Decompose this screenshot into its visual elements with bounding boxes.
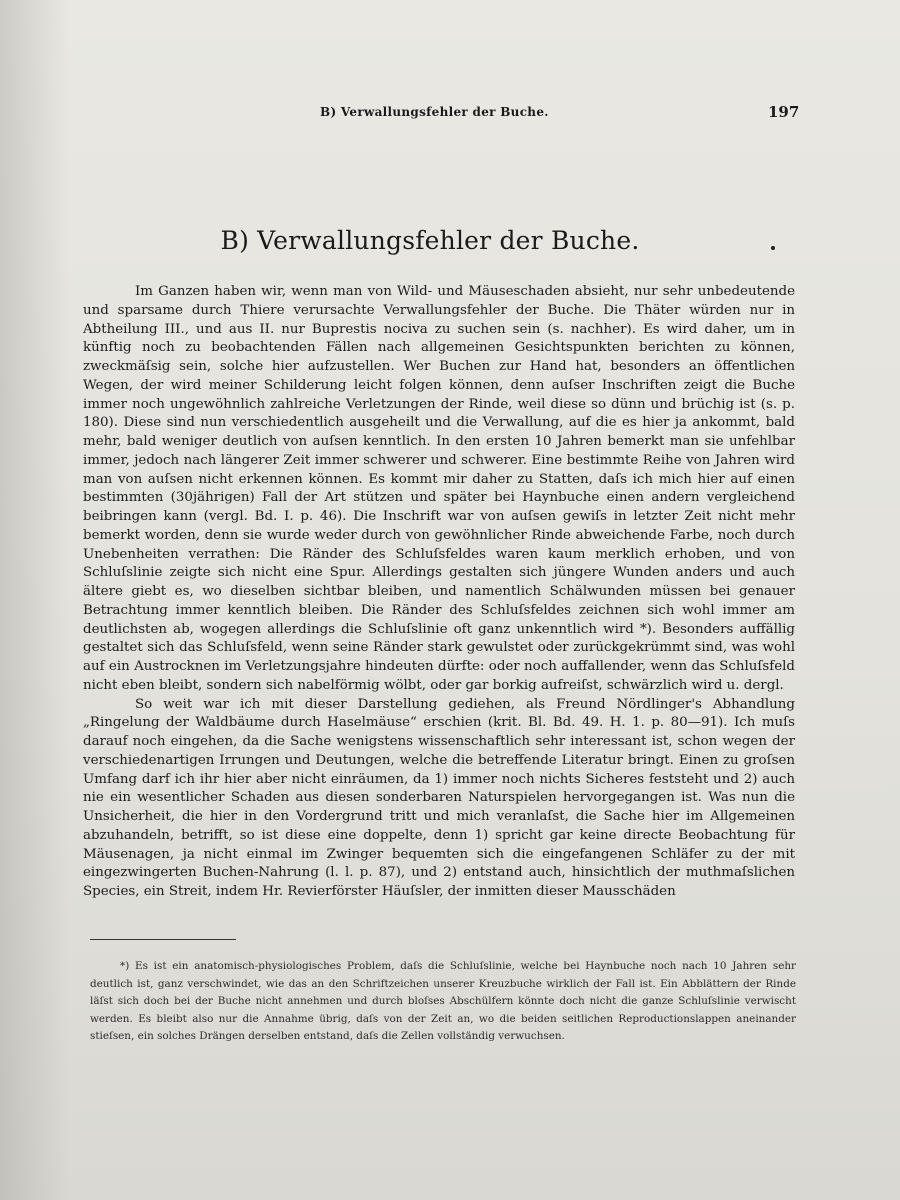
page-number: 197 <box>768 103 800 121</box>
running-head: B) Verwallungsfehler der Buche. <box>320 105 549 119</box>
footnote: *) Es ist ein anatomisch-physiologisches Problem, daſs die Schluſslinie, welche bei Haynbuche noch nach 10 Jahren sehr deutlich ist, ganz verschwindet, wie das an den Schriftzeichen unserer Kreuzbuche wirklich der Fall ist. Ein Abblättern der Rinde läſst sich doch bei der Buche nicht annehmen und durch bloſses Abschülfern könnte doch nicht die ganze Schluſslinie verwischt werden. Es bleibt also nur die Annahme übrig, daſs von der Zeit an, wo die beiden seitlichen Reproductionslappen aneinander stieſsen, ein solches Drängen derselben entstand, daſs die Zellen vollständig verwuchsen. <box>90 960 796 1042</box>
chapter-title-text: B) Verwallungsfehler der Buche. <box>220 226 640 255</box>
paragraph-2: So weit war ich mit dieser Darstellung gediehen, als Freund Nördlinger's Abhandlung „Ringelung der Waldbäume durch Haselmäuse“ erschien (krit. Bl. Bd. 49. H. 1. p. 80—91). Ich muſs darauf noch eingehen, da die Sache wenigstens wissenschaftlich sehr interessant ist, schon wegen der verschiedenartigen Irrungen und Deutungen, welche die betreffende Literatur bringt. Einen zu groſsen Umfang darf ich ihr hier aber nicht einräumen, da 1) immer noch nichts Sicheres feststeht und 2) auch nie ein wesentlicher Schaden aus diesen sonderbaren Naturspielen hervorgegangen ist. Was nun die Unsicherheit, die hier in den Vordergrund tritt und mich veranlaſst, die Sache hier im Allgemeinen abzuhandeln, betrifft, so ist diese eine doppelte, denn 1) spricht gar keine directe Beobachtung für Mäusenagen, ja nicht einmal im Zwinger bequemten sich die eingefangenen Schläfer zu der mit eingezwingerten Buchen-Nahrung (l. l. p. 87), und 2) entstand auch, hinsichtlich der muthmaſslichen Species, ein Streit, indem Hr. Revierförster Häuſsler, der inmitten dieser Mausschäden <box>83 696 795 899</box>
paragraph-1: Im Ganzen haben wir, wenn man von Wild- und Mäuseschaden absieht, nur sehr unbedeutende und sparsame durch Thiere verursachte Verwallungsfehler der Buche. Die Thäter würden nur in Abtheilung III., und aus II. nur Buprestis nociva zu suchen sein (s. nachher). Es wird daher, um in künftig noch zu beobachtenden Fällen nach allgemeinen Gesichtspunkten berichten zu können, zweckmäſsig sein, solche hier aufzustellen. Wer Buchen zur Hand hat, besonders an öffentlichen Wegen, der wird meiner Schilderung leicht folgen können, denn auſser Inschriften zeigt die Buche immer noch ungewöhnlich zahlreiche Verletzungen der Rinde, weil diese so dünn und brüchig ist (s. p. 180). Diese sind nun verschiedentlich ausgeheilt und die Verwallung, auf die es hier ja ankommt, bald mehr, bald weniger deutlich von auſsen kenntlich. In den ersten 10 Jahren bemerkt man sie unfehlbar immer, jedoch nach längerer Zeit immer schwerer und schwerer. Eine bestimmte Reihe von Jahren wird man von auſsen nicht erkennen können. Es kommt mir daher zu Statten, daſs ich mich hier auf einen bestimmten (30jährigen) Fall der Art stützen und später bei Haynbuche einen andern vergleichend beibringen kann (vergl. Bd. I. p. 46). Die Inschrift war von auſsen gewiſs in letzter Zeit nicht mehr bemerkt worden, denn sie wurde weder durch von gewöhnlicher Rinde abweichende Farbe, noch durch Unebenheiten verrathen: Die Ränder des Schluſsfeldes waren kaum merklich erhoben, und von Schluſslinie zeigte sich nicht eine Spur. Allerdings gestalten sich jüngere Wunden anders und auch ältere giebt es, wo dieselben sichtbar bleiben, und namentlich Schälwunden müssen bei genauer Betrachtung immer kenntlich bleiben. Die Ränder des Schluſsfeldes zeichnen sich wohl immer am deutlichsten ab, wogegen allerdings die Schluſslinie oft ganz unkenntlich wird *). Besonders auffällig gestaltet sich das Schluſsfeld, wenn seine Ränder stark gewulstet oder zurückgekrümmt sind, was wohl auf ein Austrocknen im Verletzungsjahre hindeuten dürfte: oder noch auffallender, wenn das Schluſsfeld nicht eben bleibt, sondern sich nabelförmig wölbt, oder gar borkig aufreiſst, schwärzlich wird u. dergl. <box>83 284 795 693</box>
chapter-title <box>0 226 900 255</box>
ink-dot <box>771 246 775 250</box>
page-edge-shadow <box>0 0 70 1200</box>
body-text <box>83 283 795 902</box>
footnote-divider <box>90 939 236 940</box>
